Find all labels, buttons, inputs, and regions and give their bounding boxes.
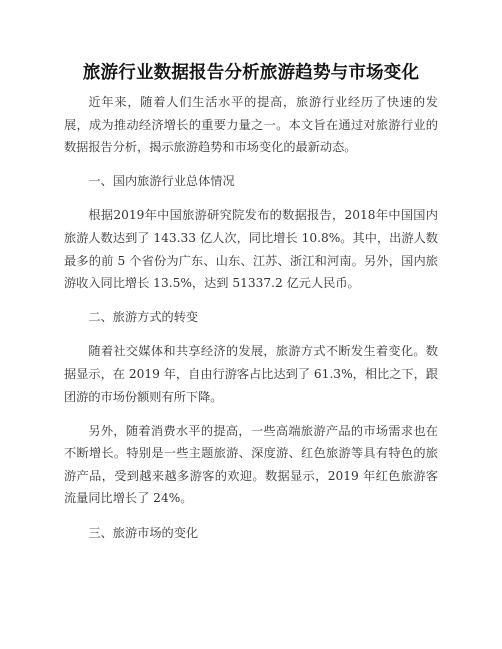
- section-heading-overview: 一、国内旅游行业总体情况: [88, 174, 235, 189]
- paragraph-gap: [64, 510, 438, 522]
- section-heading-travel-mode: 二、旅游方式的转变: [88, 310, 199, 325]
- intro-paragraph: 近年来，随着人们生活水平的提高，旅游行业经历了快速的发展，成为推动经济增长的重要力量之一。本文旨在通过对旅游行业的数据报告分析，揭示旅游趋势和市场变化的最新动态。: [64, 95, 438, 155]
- document-body: [64, 91, 438, 544]
- paragraph-gap: [64, 193, 438, 205]
- section-heading-market-change: 三、旅游市场的变化: [88, 525, 199, 540]
- overview-paragraph: 根据2019年中国旅游研究院发布的数据报告，2018年中国国内旅游人数达到了 143.33 亿人次，同比增长 10.8%。其中，出游人数最多的前 5 个省份为广东、山东、江苏、浙江和河南。另外，国内旅游收入同比增长 13.5%，达到 51337.2 亿元人民币。: [64, 208, 438, 291]
- paragraph-gap: [64, 329, 438, 341]
- travel-mode-paragraph-2: 另外，随着消费水平的提高，一些高端旅游产品的市场需求也在不断增长。特别是一些主题旅游、深度游、红色旅游等具有特色的旅游产品，受到越来越多游客的欢迎。数据显示，2019 年红色旅游客流量同比增长了 24%。: [64, 423, 438, 506]
- document-title: 旅游行业数据报告分析旅游趋势与市场变化: [82, 63, 420, 83]
- paragraph-gap: [64, 295, 438, 307]
- paragraph-gap: [64, 408, 438, 420]
- paragraph-gap: [64, 159, 438, 171]
- travel-mode-paragraph-1: 随着社交媒体和共享经济的发展，旅游方式不断发生着变化。数据显示，在 2019 年，自由行游客占比达到了 61.3%，相比之下，跟团游的市场份额则有所下降。: [64, 344, 438, 404]
